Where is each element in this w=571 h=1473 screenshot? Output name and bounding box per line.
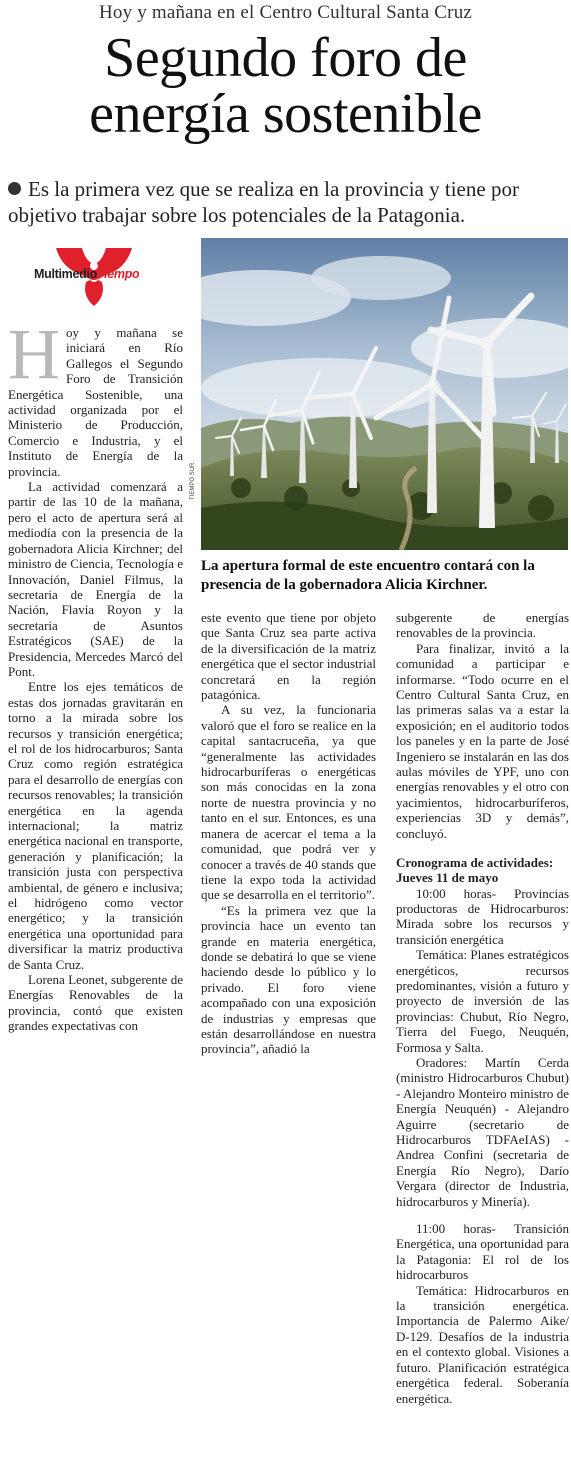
drop-cap: H (8, 314, 60, 394)
paragraph-9: Para finalizar, invitó a la comunidad a participar e informarse. “Todo ocurre en el Centro Cultural Santa Cruz, en las primeras salas va a estar la exposición; en el auditorio todos los paneles y en la parte de José Ingeniero se instalarán en las dos aulas móviles de YPF, uno con energías renovables y el otro con yacimientos, hidrocarburíferos, experiencias 3D y demás”, concluyó. (396, 640, 569, 841)
paragraph-7: “Es la primera vez que la provincia hace un evento tan grande en materia energética, donde se debatirá lo que se viene haciendo desde lo público y lo privado. El foro viene acompañado con una exposición de industrias y empresas que están desarrollándose en nuestra provincia”, añadió la (201, 902, 376, 1057)
article-column-3 (396, 610, 569, 1406)
multimedio-tiempo-logo (34, 238, 184, 310)
headline-line-1: Segundo foro de (104, 27, 467, 89)
headline (0, 27, 571, 145)
logo-word-1: Multimedio (34, 267, 97, 281)
lead-paragraph (8, 176, 566, 228)
photo-credit: TIEMPO SUR (190, 462, 196, 500)
paragraph-1-text: oy y mañana se iniciará en Río Gallegos el Segundo Foro de Transición Energética Sostenible, una actividad organizada por el Ministerio de Producción, Comercio e Industria, y el Instituto de Energía de la provincia. (8, 325, 183, 479)
bullet-icon (8, 182, 21, 195)
wind-turbines-image (201, 238, 568, 550)
article-column-2 (201, 610, 376, 1057)
schedule-day: Jueves 11 de mayo (396, 870, 499, 886)
lead-text: Es la primera vez que se realiza en la provincia y tiene por objetivo trabajar sobre los potenciales de la Patagonia. (8, 177, 519, 227)
schedule-item-2: Temática: Planes estratégicos energéticos, recursos predominantes, visión a futuro y proyecto de inversión de las provincias: Chubut, Río Negro, Tierra del Fuego, Neuquén, Formosa y Salta. (396, 947, 569, 1055)
photo-caption: La apertura formal de este encuentro contará con la presencia de la gobernadora Alicia Kirchner. (201, 558, 535, 593)
paragraph-5: este evento que tiene por objeto que Santa Cruz sea parte activa de la diversificación de la matriz energética que el sector industrial concretará en la región patagónica. (201, 610, 376, 703)
paragraph-8: subgerente de energías renovables de la provincia. (396, 610, 569, 641)
paragraph-6: A su vez, la funcionaria valoró que el foro se realice en la capital santacruceña, ya que “generalmente las actividades hidrocarburíferas o energéticas son más conocidas en la zona norte de nuestra provincia y no tanto en el sur. Entonces, es una manera de acercar el tema a la comunidad, que podrá ver y conocer a través de 40 stands que tiene la expo toda la actividad que se desarrolla en el territorio”. (201, 702, 376, 903)
paragraph-4: Lorena Leonet, subgerente de Energías Renovables de la provincia, contó que existen grandes expectativas con (8, 972, 183, 1034)
paragraph-1 (8, 314, 183, 479)
schedule-item-4: 11:00 horas- Transición Energética, una oportunidad para la Patagonia: El rol de los hidrocarburos (396, 1221, 569, 1283)
paragraph-2: La actividad comenzará a partir de las 10 de la mañana, pero el acto de apertura será al mediodía con la presencia de la gobernadora Alicia Kirchner; del ministro de Ciencia, Tecnología e Innovación, Daniel Filmus, la secretaria de Energía de la Nación, Flavia Royon y la secretaria de Asuntos Estratégicos (SAE) de la Presidencia, Mercedes Marcó del Pont. (8, 479, 183, 679)
article-column-1 (8, 314, 183, 1034)
schedule-item-3: Oradores: Martín Cerda (ministro Hidrocarburos Chubut) - Alejandro Monteiro ministro de Energía Neuquén) - Alejandro Aguirre (secretario de Hidrocarburos TDFAeIAS) - Andrea Confini (secretaria de Energía Río Negro), Darío Vergara (director de Industria, hidrocarburos y Minería). (396, 1054, 569, 1209)
kicker: Hoy y mañana en el Centro Cultural Santa Cruz (98, 2, 473, 23)
schedule-item-5: Temática: Hidrocarburos en la transición energética. Importancia de Palermo Aike/ D-129. Desafíos de la industria en el contexto global. Visiones a futuro. Planificación estratégica energética federal. Soberanía energética. (396, 1282, 569, 1406)
headline-line-2: energía sostenible (89, 83, 482, 145)
logo-word-2: Tiempo (96, 267, 140, 281)
logo-wordmark (34, 267, 139, 281)
schedule-item-1: 10:00 horas- Provincias productoras de Hidrocarburos: Mirada sobre los recursos y transición energética (396, 885, 569, 947)
wind-turbines-photo (201, 238, 568, 550)
schedule-heading: Cronograma de actividades: (396, 855, 554, 871)
paragraph-3: Entre los ejes temáticos de estas dos jornadas gravitarán en torno a la mirada sobre los recursos y transición energética; el rol de los hidrocarburos; Santa Cruz como región estratégica para el desarrollo de energías con recursos renovables; la transición energética en la agenda internacional; la matriz energética nacional en transporte, generación y planificación; la transición justa con perspectiva ambiental, de género e inclusiva; el hidrógeno como vector energético; y la transición energética una oportunidad para diversificar la matriz productiva de Santa Cruz. (8, 679, 183, 972)
